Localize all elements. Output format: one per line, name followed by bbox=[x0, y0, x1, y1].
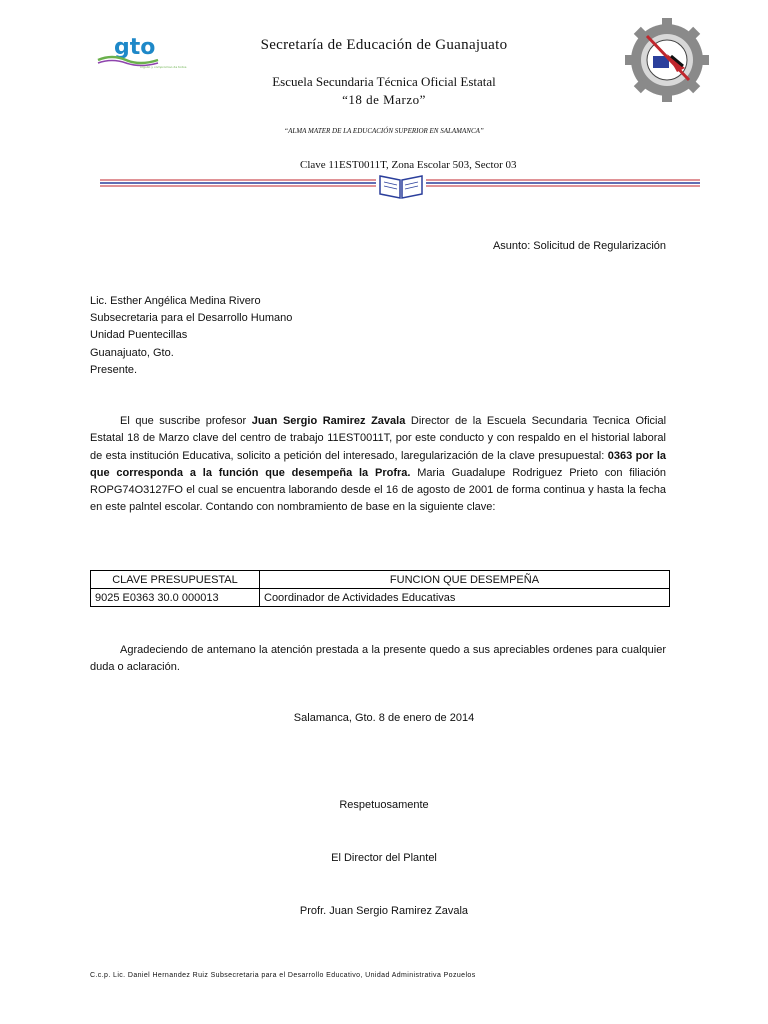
recipient-name: Lic. Esther Angélica Medina Rivero bbox=[90, 295, 261, 307]
header-clave-line: Clave 11EST0011T, Zona Escolar 503, Sector 03 bbox=[300, 159, 517, 171]
p1-director-name: Juan Sergio Ramirez Zavala bbox=[251, 415, 406, 427]
p1-part-a: El que suscribe profesor bbox=[120, 415, 252, 427]
header-motto: “ALMA MATER DE LA EDUCACIÓN SUPERIOR EN SALAMANCA” bbox=[284, 127, 484, 135]
gto-logo-text: gto bbox=[114, 35, 156, 60]
table-header-funcion: FUNCION QUE DESEMPEÑA bbox=[260, 571, 670, 589]
header-title: Secretaría de Educación de Guanajuato bbox=[260, 37, 508, 53]
recipient-block bbox=[90, 293, 292, 379]
p1-part-c: Director de la Escuela Secundaria Tecnica Oficial Estatal 18 de Marzo clave del centro de trabajo 11EST0011T, por este conducto y con respaldo en el historial laboral de esta institución Educativa, solicito a petición del interesado, laregularización de la clave presupuestal: bbox=[90, 415, 667, 462]
header-school-date: “18 de Marzo” bbox=[342, 92, 426, 107]
body-paragraph-2: Agradeciendo de antemano la atención prestada a la presente quedo a sus apreciables ordenes para cualquier duda o aclaración. bbox=[90, 644, 666, 674]
closing-regards: Respetuosamente bbox=[339, 799, 429, 811]
recipient-presente: Presente. bbox=[90, 363, 138, 376]
body-paragraph-1 bbox=[90, 413, 666, 517]
recipient-title: Subsecretaria para el Desarrollo Humano bbox=[90, 312, 293, 325]
signer-name: Profr. Juan Sergio Ramirez Zavala bbox=[299, 905, 469, 917]
ccp-line: C.c.p. Lic. Daniel Hernandez Ruiz Subsecretaria para el Desarrollo Educativo, Unidad Administrativa Pozuelos bbox=[90, 972, 476, 979]
signer-role: El Director del Plantel bbox=[331, 852, 437, 864]
p1-part-e: Maria Guadalupe Rodriguez Prieto con filiación ROPG74O3127FO el cual se encuentra laborando desde el 16 de agosto de 2001 de forma continua y hasta la fecha en este palntel escolar. Contando con nombramiento de base en la siguiente clave: bbox=[90, 466, 666, 514]
table-row bbox=[91, 589, 670, 607]
subject-line: Asunto: Solicitud de Regularización bbox=[492, 240, 666, 252]
header-school-name: Escuela Secundaria Técnica Oficial Estatal bbox=[272, 74, 496, 89]
clave-table bbox=[90, 570, 670, 607]
recipient-unit: Unidad Puentecillas bbox=[90, 329, 188, 342]
table-header-clave: CLAVE PRESUPUESTAL bbox=[91, 571, 260, 589]
p1-clave-bold: 0363 por la que corresponda a la función que desempeña la Profra. bbox=[90, 449, 666, 479]
gto-logo-tagline: orgullo y compromiso de todos bbox=[140, 65, 187, 69]
table-cell-clave: 9025 E0363 30.0 000013 bbox=[91, 589, 260, 607]
table-header-row bbox=[91, 571, 670, 589]
table-cell-funcion: Coordinador de Actividades Educativas bbox=[260, 589, 670, 607]
recipient-city: Guanajuato, Gto. bbox=[90, 346, 174, 359]
place-date: Salamanca, Gto. 8 de enero de 2014 bbox=[293, 712, 475, 724]
open-book-icon bbox=[376, 170, 426, 202]
